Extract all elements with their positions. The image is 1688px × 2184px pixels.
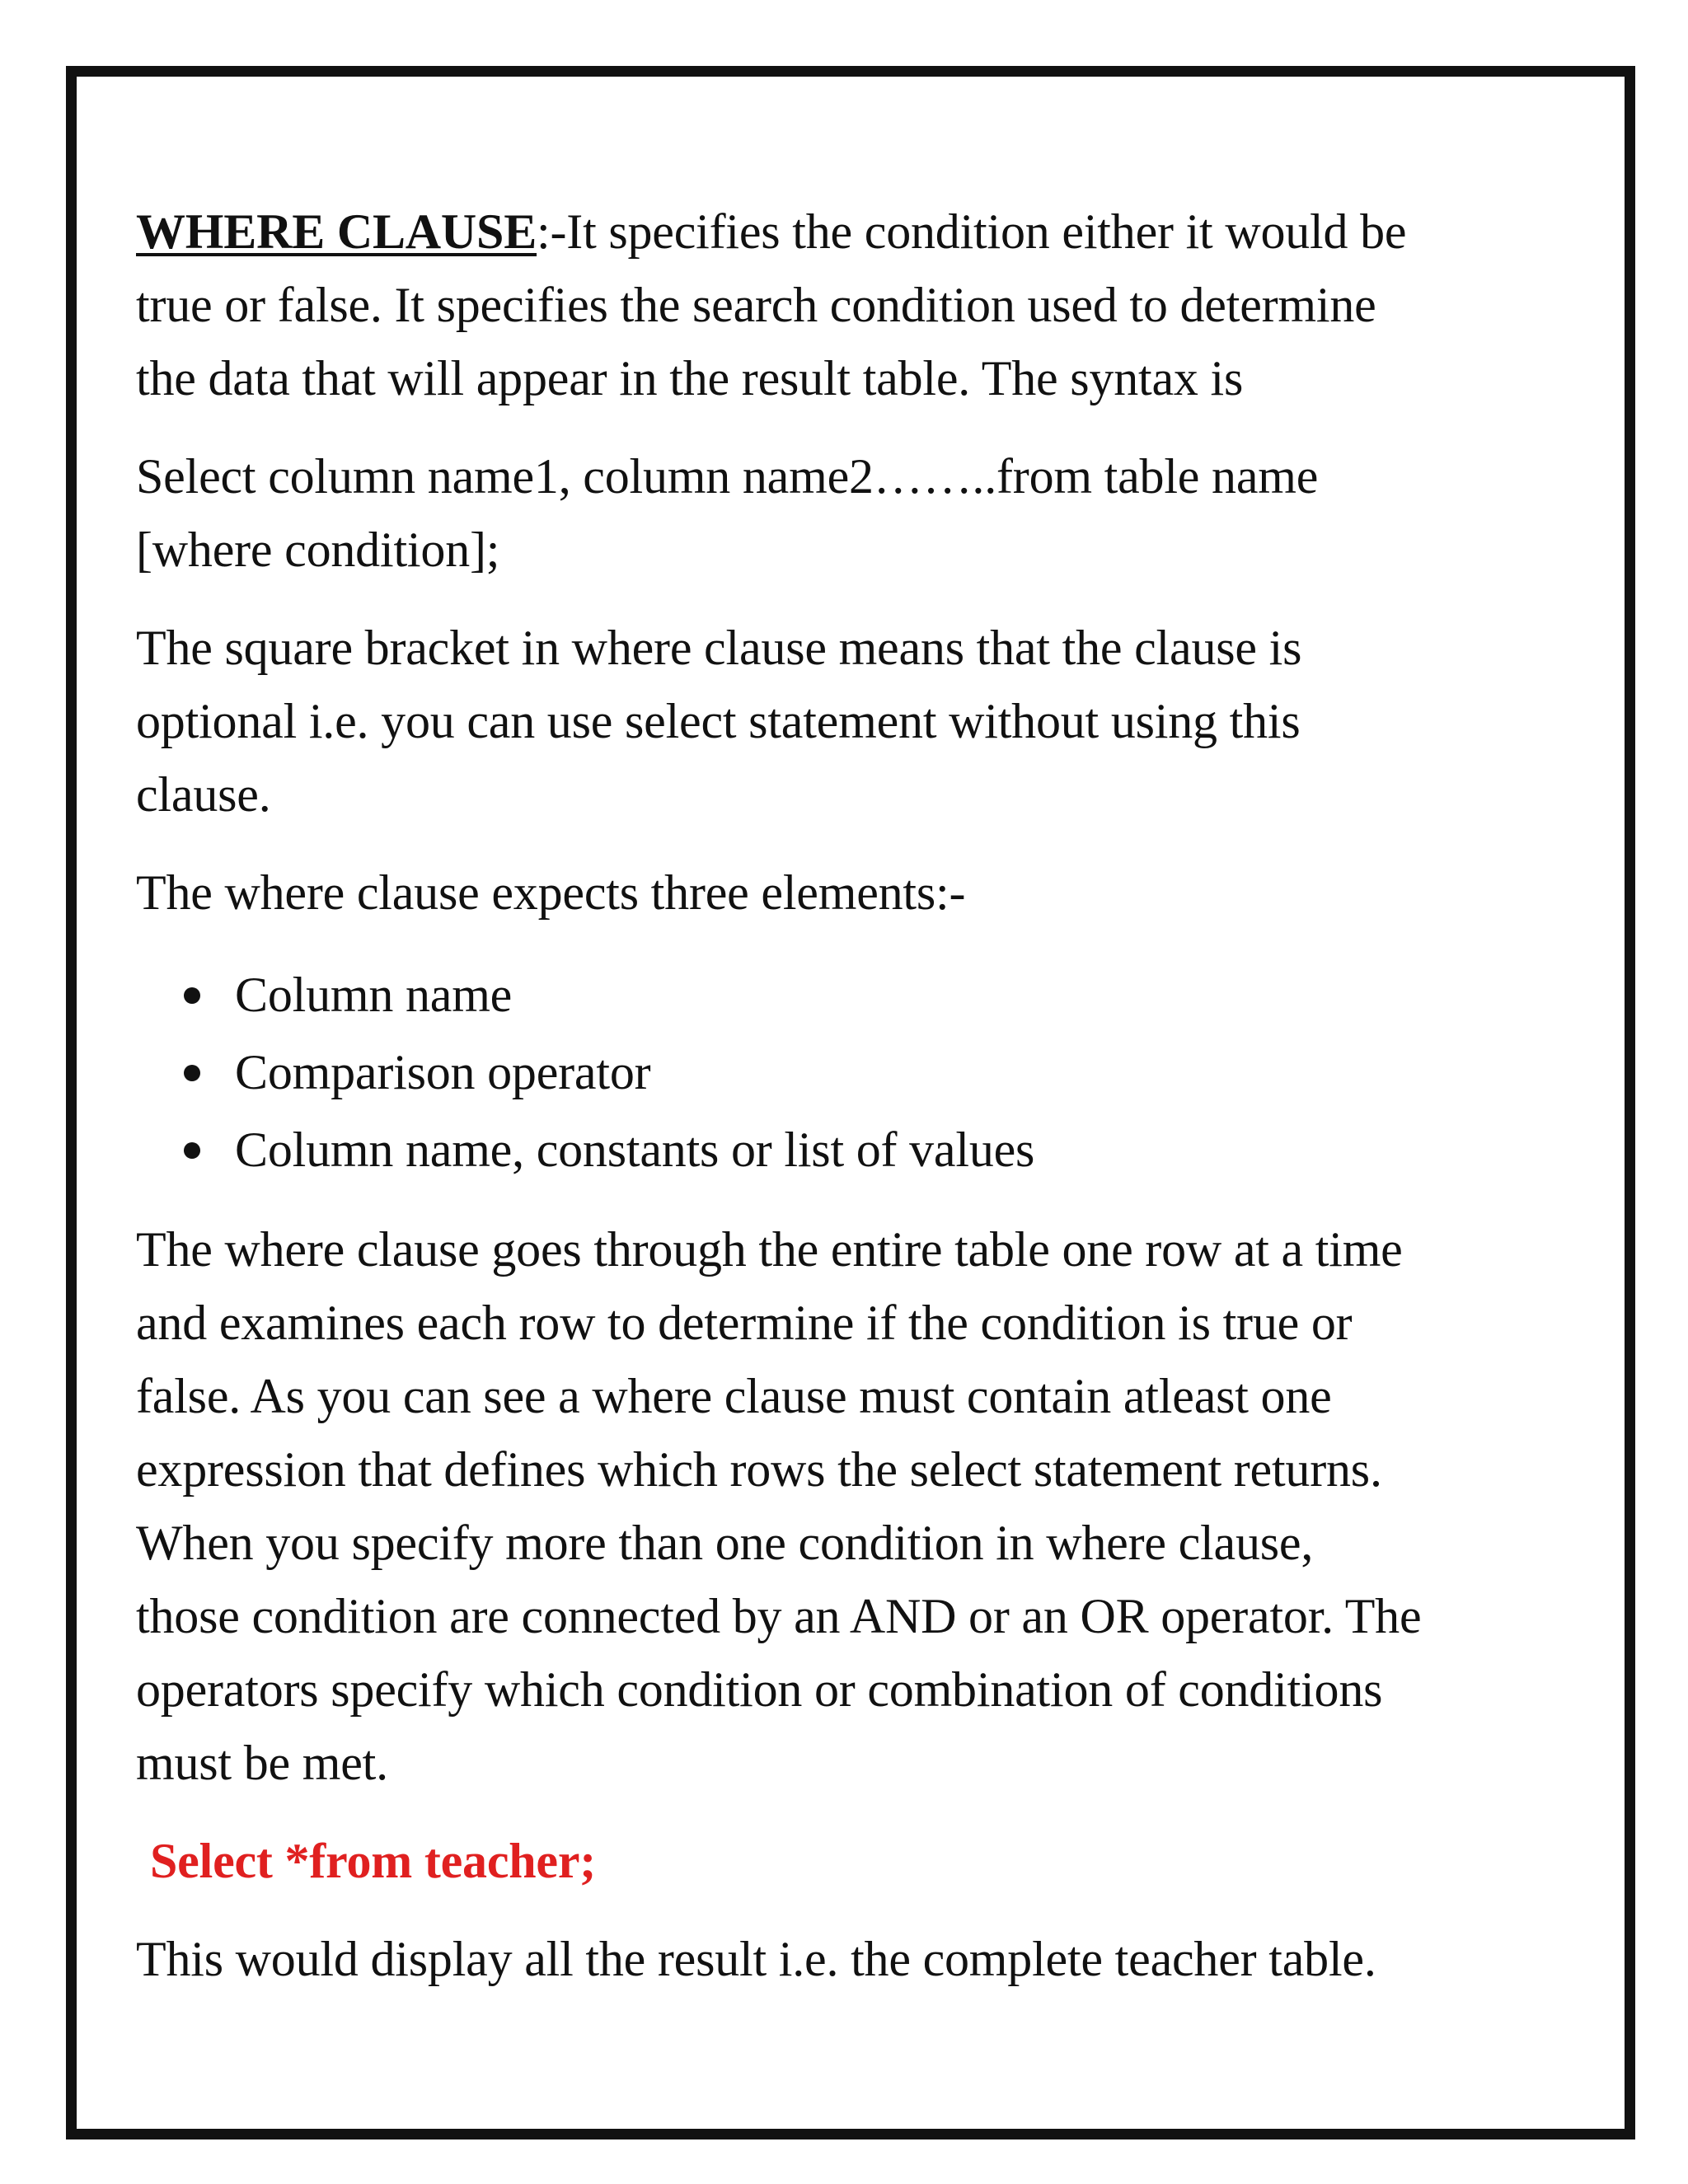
list-item-label: Column name, constants or list of values bbox=[235, 1122, 1035, 1177]
list-item bbox=[235, 956, 1603, 1033]
example-query: Select *from teacher; bbox=[150, 1834, 597, 1888]
intro-text: :-It specifies the condition either it would be true or false. It specifies the search condition used to determine the data that will appear in the result table. The syntax is bbox=[136, 204, 1407, 405]
bullet-icon bbox=[184, 1065, 200, 1081]
list-item bbox=[235, 1111, 1603, 1188]
document-body bbox=[136, 195, 1603, 1996]
syntax-paragraph: Select column name1, column name2……..from table name [where condition]; bbox=[136, 449, 1319, 577]
list-item-label: Column name bbox=[235, 968, 513, 1022]
elements-intro: The where clause expects three elements:- bbox=[136, 865, 966, 920]
list-item-label: Comparison operator bbox=[235, 1045, 651, 1099]
bullet-icon bbox=[184, 987, 200, 1004]
explanation-paragraph: The where clause goes through the entire table one row at a time and examines each row to determine if the condition is true or false. As you can see a where clause must contain atleast one expression that defines which rows the select statement returns. When you specify more than one condition in where clause, those condition are connected by an AND or an OR operator. The operators specify which condition or combination of conditions must be met. bbox=[136, 1222, 1422, 1790]
elements-list bbox=[136, 956, 1603, 1188]
intro-paragraph bbox=[136, 195, 1603, 415]
section-heading: WHERE CLAUSE bbox=[136, 204, 537, 259]
list-item bbox=[235, 1033, 1603, 1111]
example-result: This would display all the result i.e. the complete teacher table. bbox=[136, 1932, 1376, 1986]
square-bracket-paragraph: The square bracket in where clause means that the clause is optional i.e. you can use select statement without using this clause. bbox=[136, 621, 1302, 822]
bullet-icon bbox=[184, 1142, 200, 1159]
